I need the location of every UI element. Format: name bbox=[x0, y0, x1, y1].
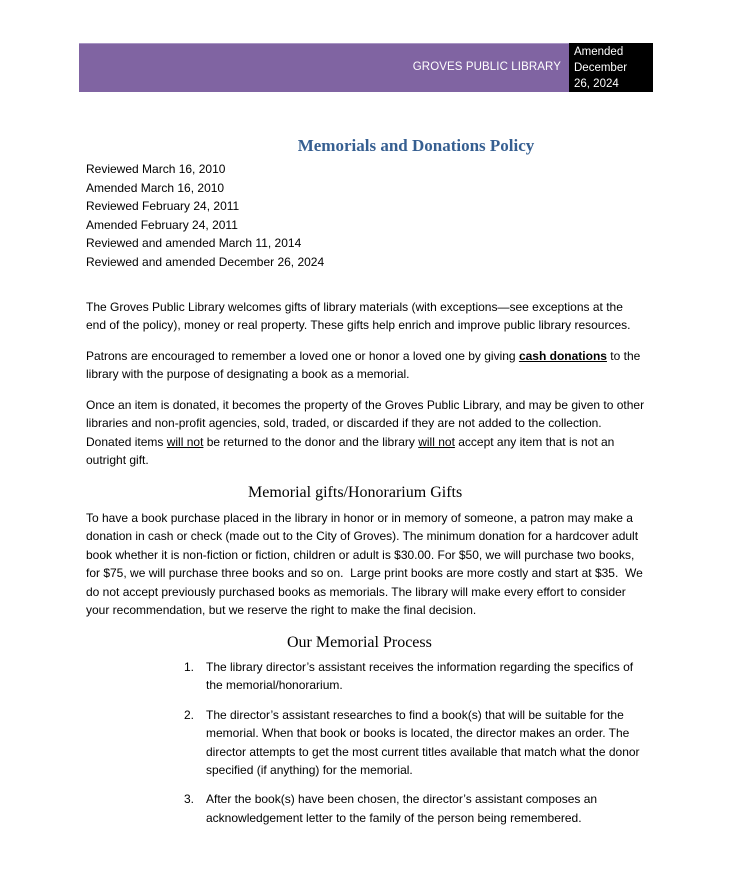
revision-entry: Reviewed February 24, 2011 bbox=[86, 199, 240, 214]
step-number: 1. bbox=[184, 660, 195, 674]
section-heading-memorial-process: Our Memorial Process bbox=[287, 634, 432, 651]
intro-paragraph: The Groves Public Library welcomes gifts of library materials (with exceptions—see exceptions at the end of the policy), money or real property. These gifts help enrich and improve public library resources. bbox=[86, 300, 631, 333]
text-run: accept any item that is not an outright gift. bbox=[86, 434, 615, 468]
cash-donations-emphasis: cash donations bbox=[518, 349, 607, 363]
document-title: Memorials and Donations Policy bbox=[297, 136, 535, 155]
amended-date-line: Amended bbox=[574, 46, 624, 58]
process-step bbox=[184, 790, 646, 827]
step-number: 3. bbox=[184, 792, 195, 807]
amended-date-line: 26, 2024 bbox=[574, 78, 619, 90]
document-title-wrapper bbox=[0, 136, 732, 156]
step-text: The library director’s assistant receives the information regarding the specifics of the memorial/honorarium. bbox=[206, 660, 634, 693]
revision-entry: Reviewed March 16, 2010 bbox=[86, 162, 226, 176]
step-text: After the book(s) have been chosen, the director’s assistant composes an acknowledgement letter to the family of the person being remembered. bbox=[206, 792, 598, 825]
amended-date-line: December bbox=[574, 62, 628, 74]
section-heading-memorial-gifts: Memorial gifts/Honorarium Gifts bbox=[248, 484, 463, 501]
text-run: to the library with the purpose of designating a book as a memorial. bbox=[86, 349, 641, 382]
will-not-emphasis: will not bbox=[166, 434, 204, 449]
process-step bbox=[184, 658, 646, 695]
revision-entry: Amended March 16, 2010 bbox=[86, 180, 225, 195]
step-text: The director’s assistant researches to find a book(s) that will be suitable for the memorial. When that book or books is located, the director makes an order. The director attempts to get the most current titles available that match what the donor specified (if anything) for the memorial. bbox=[206, 707, 640, 778]
revision-entry: Reviewed and amended March 11, 2014 bbox=[86, 236, 302, 251]
revision-entry: Amended February 24, 2011 bbox=[86, 217, 238, 232]
header-bar bbox=[79, 43, 569, 92]
step-number: 2. bbox=[184, 707, 195, 722]
process-step bbox=[184, 706, 646, 780]
library-name: GROVES PUBLIC LIBRARY bbox=[412, 61, 561, 73]
amended-date-box bbox=[569, 43, 653, 92]
text-run: Patrons are encouraged to remember a loved one or honor a loved one by giving bbox=[86, 349, 519, 363]
revision-entry: Reviewed and amended December 26, 2024 bbox=[86, 254, 325, 269]
text-run: be returned to the donor and the library bbox=[203, 434, 419, 449]
cash-donations-paragraph bbox=[86, 347, 646, 384]
will-not-emphasis: will not bbox=[418, 434, 455, 449]
revision-history bbox=[86, 160, 324, 272]
memorial-gifts-paragraph: To have a book purchase placed in the library in honor or in memory of someone, a patron may make a donation in cash or check (made out to the City of Groves). The minimum donation for a hardcover adult book whether it is non-fiction or fiction, children or adult is $30.00. For $50, we will purchase two books, for $75, we will purchase three books and so on. Large print books are more costly and start at $35. We do not accept previously purchased books as memorials. The library will make every effort to consider your recommendation, but we reserve the right to make the final decision. bbox=[86, 511, 643, 618]
donated-items-paragraph bbox=[86, 396, 646, 470]
text-run: Once an item is donated, it becomes the property of the Groves Public Library, and may be given to other libraries and non-profit agencies, sold, traded, or discarded if they are not added to the collection. Donated items bbox=[86, 398, 645, 449]
memorial-process-steps bbox=[184, 658, 646, 838]
